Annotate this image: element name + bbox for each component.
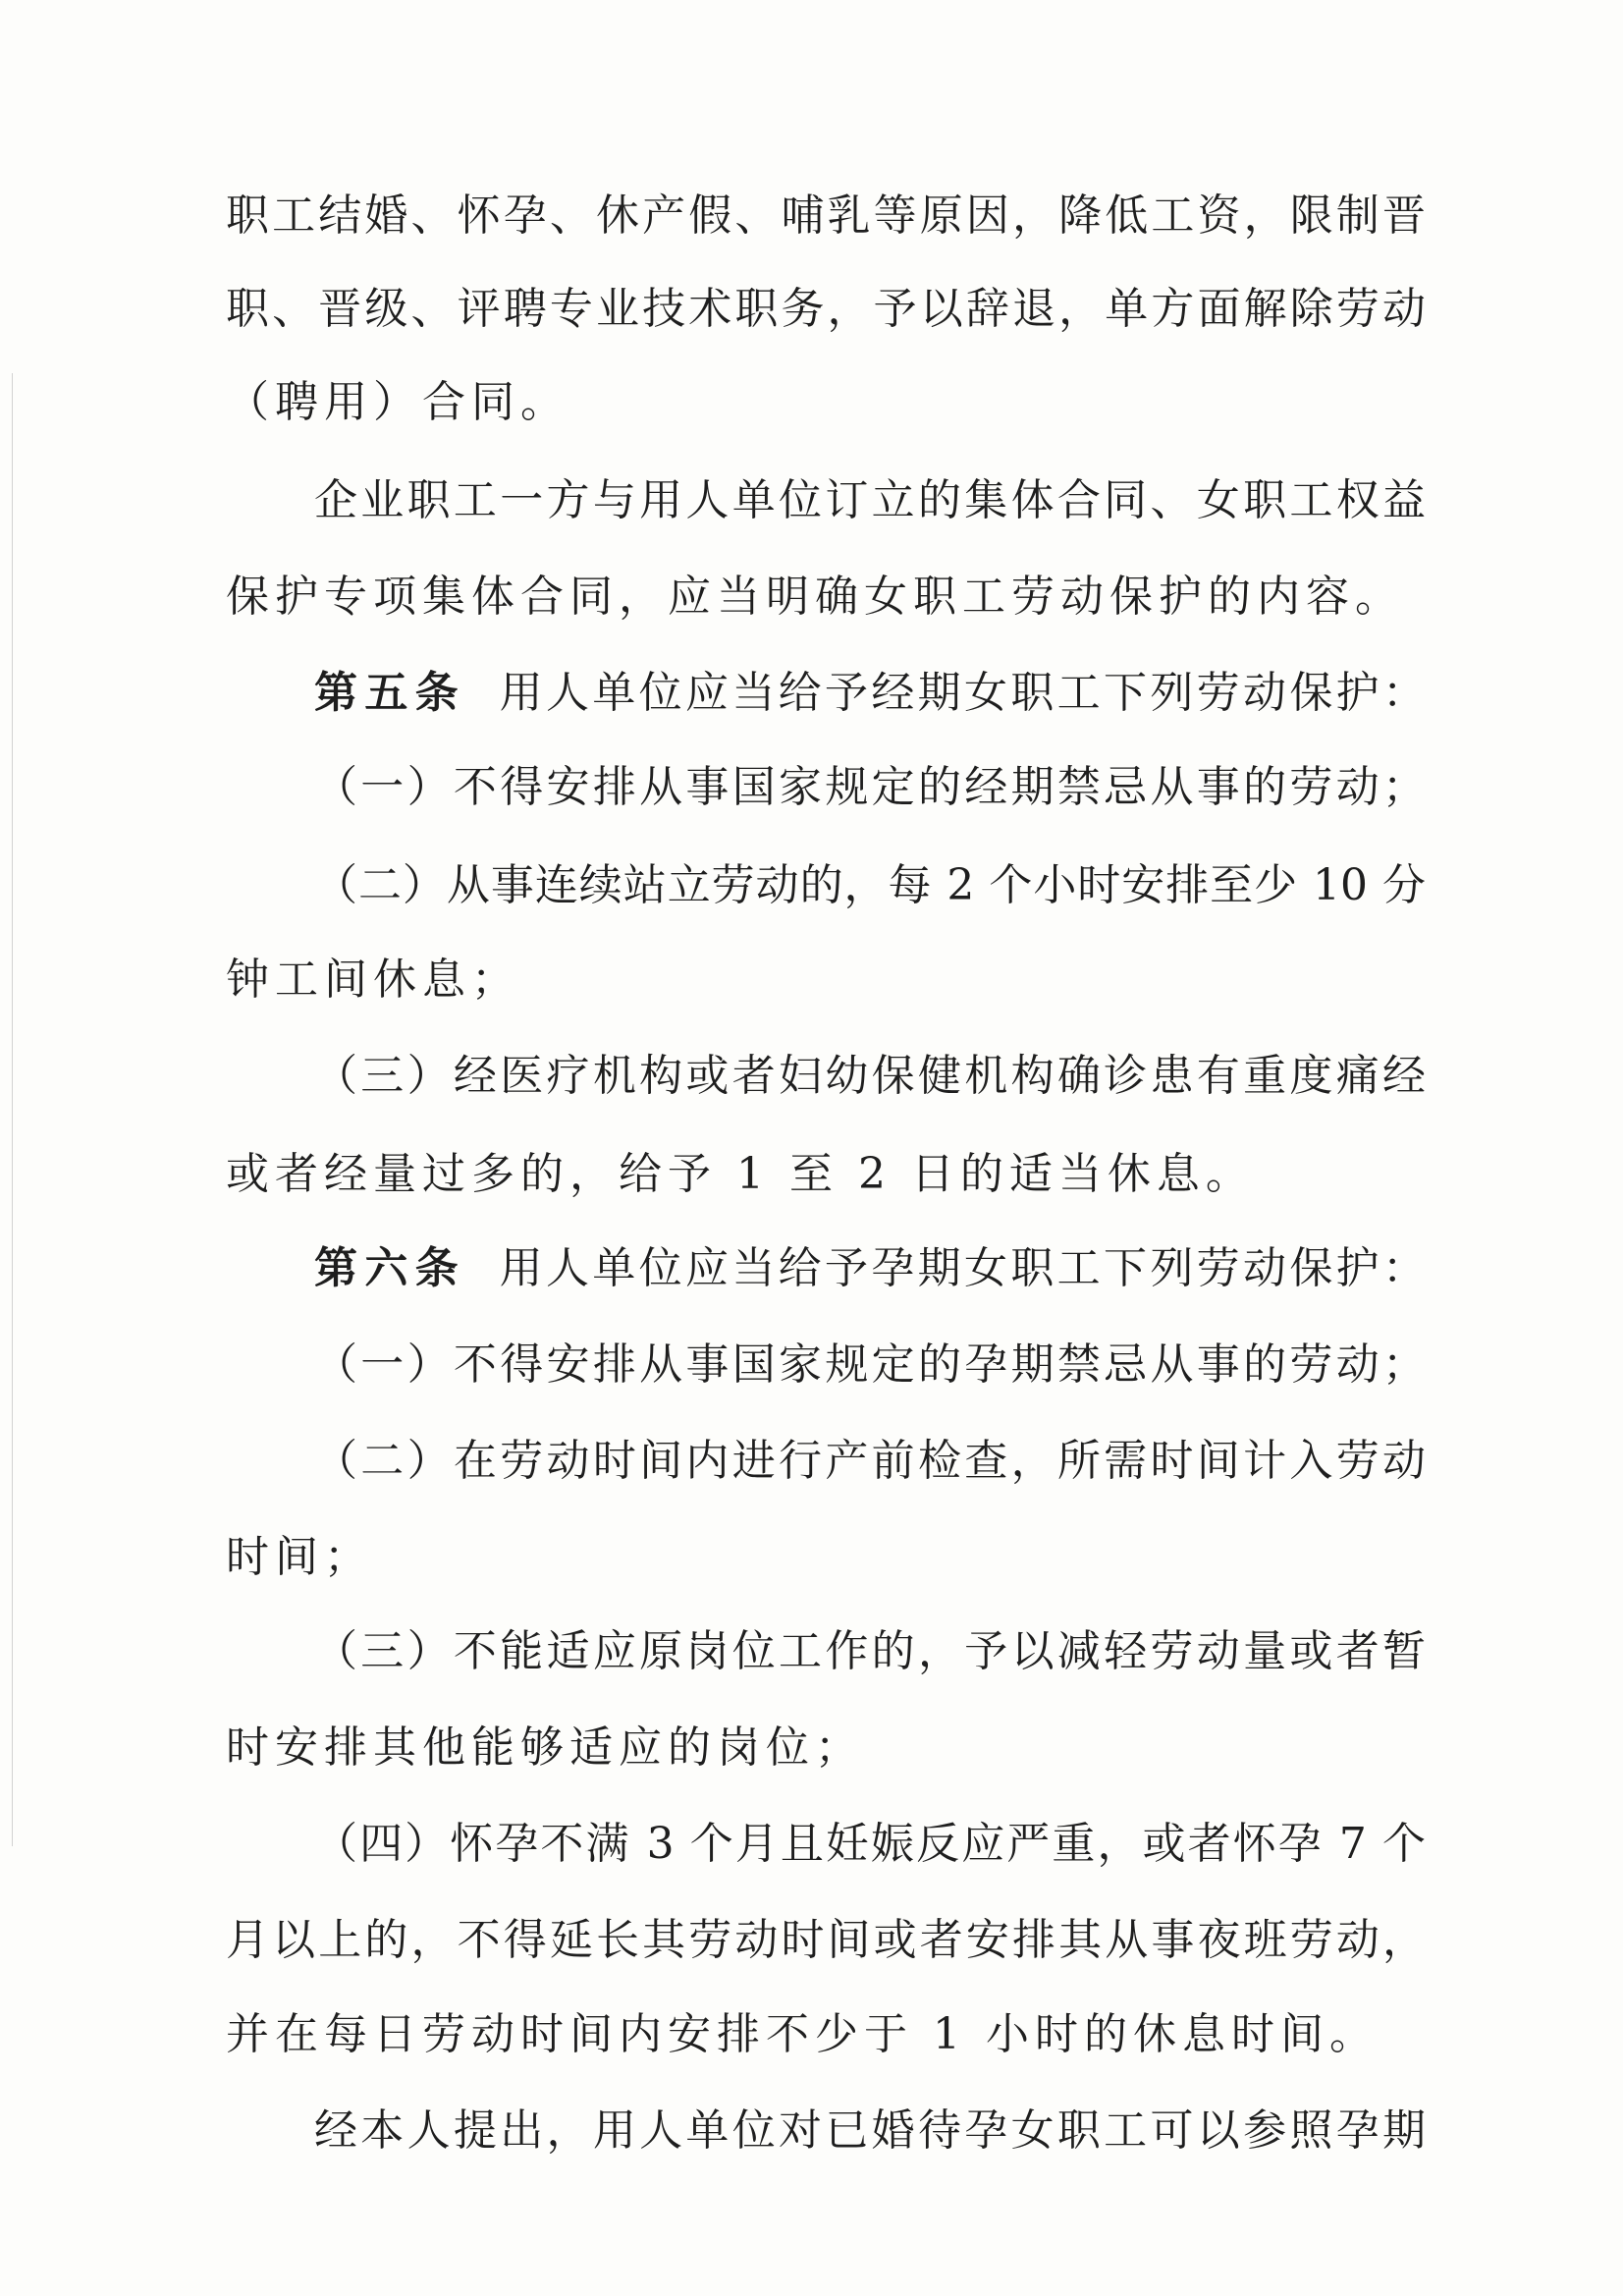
text-line: （二）从事连续站立劳动的，每 2 个小时安排至少 10 分 <box>314 860 1426 910</box>
text-line: 时间； <box>226 1532 373 1582</box>
text-line: 或者经量过多的，给予 1 至 2 日的适当休息。 <box>226 1149 1255 1199</box>
text-line: 钟工间休息； <box>226 955 520 1005</box>
text-line: （二）在劳动时间内进行产前检查，所需时间计入劳动 <box>314 1436 1426 1486</box>
text-line: （三）不能适应原岗位工作的，予以减轻劳动量或者暂 <box>314 1626 1426 1676</box>
text-line: 并在每日劳动时间内安排不少于 1 小时的休息时间。 <box>226 2009 1379 2059</box>
text-line: 月以上的，不得延长其劳动时间或者安排其从事夜班劳动， <box>226 1915 1426 1965</box>
article-5-text: 用人单位应当给予经期女职工下列劳动保护： <box>499 668 1427 718</box>
text-line: （三）经医疗机构或者妇幼保健机构确诊患有重度痛经 <box>314 1051 1426 1101</box>
text-line: （一）不得安排从事国家规定的经期禁忌从事的劳动； <box>314 762 1426 812</box>
text-line: （四）怀孕不满 3 个月且妊娠反应严重，或者怀孕 7 个 <box>314 1819 1426 1869</box>
text-line: 保护专项集体合同，应当明确女职工劳动保护的内容。 <box>226 572 1404 622</box>
article-6-text: 用人单位应当给予孕期女职工下列劳动保护： <box>499 1243 1427 1293</box>
article-5-heading <box>314 664 1426 723</box>
text-line: 职、晋级、评聘专业技术职务，予以辞退，单方面解除劳动 <box>226 284 1426 334</box>
article-6-heading <box>314 1239 1426 1298</box>
text-line: 企业职工一方与用人单位订立的集体合同、女职工权益 <box>314 475 1426 525</box>
article-5-label: 第五条 <box>314 668 466 718</box>
text-line: 职工结婚、怀孕、休产假、哺乳等原因，降低工资，限制晋 <box>226 191 1426 241</box>
text-line: 时安排其他能够适应的岗位； <box>226 1722 864 1773</box>
text-line: （一）不得安排从事国家规定的孕期禁忌从事的劳动； <box>314 1339 1426 1390</box>
text-line: （聘用）合同。 <box>226 377 569 427</box>
article-6-label: 第六条 <box>314 1243 466 1293</box>
text-line: 经本人提出，用人单位对已婚待孕女职工可以参照孕期 <box>314 2105 1426 2156</box>
